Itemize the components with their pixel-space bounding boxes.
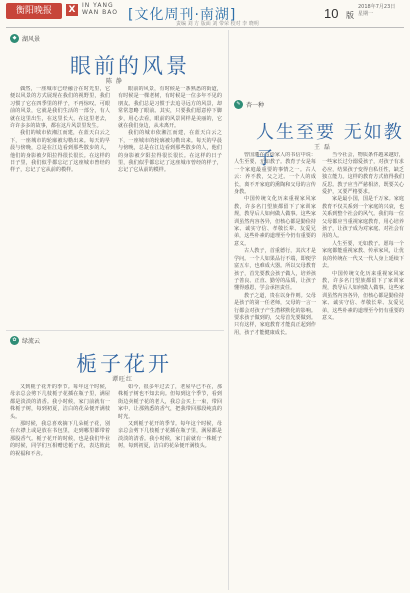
column-divider	[228, 30, 229, 590]
pinyin-line-1: IN YANG	[82, 2, 114, 9]
article2-kicker	[10, 336, 40, 345]
page-suffix: 版	[346, 11, 354, 20]
article1-title: 眼前的风景	[70, 54, 190, 78]
paragraph: 当今社会，物质条件越来越好，一些家长过分溺爱孩子，对孩子有求必应，结果孩子变得自私任性，缺乏独立能力。这样的教育方式值得我们反思。教子应当严慈相济，既要关心爱护，又要严格要求。	[322, 152, 404, 196]
paragraph: 眼前的风景，有时候是一条熟悉的街道，有时候是一棵老树，有时候是一位多年不见的朋友。我们总是习惯于去追寻远方的风景，却常常忽略了眼前。其实，只要我们愿意停下脚步，用心去看，眼前的风景同样是美丽的，它就在我们身边，从未离开。	[118, 86, 222, 130]
paragraph: 古人教子，首重德行，其次才是学问。一个人如果品行不端，即便学富五车，也难成大器。所以父母教育孩子，首先要教会孩子做人，培养孩子善良、正直、勤劳的品质，让孩子懂得感恩，学会承担责任。	[234, 248, 316, 292]
weekday: 星期一	[358, 11, 374, 17]
header-rule	[6, 27, 404, 28]
kicker-label: 绿流云	[22, 338, 41, 345]
kicker-label: 湖风景	[22, 36, 41, 43]
book-icon: ◆	[10, 34, 19, 43]
page-number: 10	[324, 6, 339, 21]
dateline	[358, 4, 395, 18]
editor-credits: 责编 刘 方 版面 刘 带荣 校对 李 晓明	[176, 21, 259, 27]
paragraph: 我们的城市依湘江而建，在蓝天白云之下，一座城市的轮廓被勾勒出来。每天的早晨与傍晚，总是在江边看到那些散步的人，他们的身影被夕阳拉得很长很长。在这样的日子里，我们似乎都忘记了这座城市曾经的样子，忘记了它从前的模样。	[10, 130, 110, 174]
article1-kicker	[10, 34, 40, 43]
paragraph: 那时候，我总喜欢摘下几朵栀子花，别在衣襟上或是放在书包里，走到哪里都带着那股香气。栀子花开的时候，也是我们毕业的时候，同学们互相赠送栀子花，表达彼此的祝福和不舍。	[10, 421, 110, 457]
paragraph: 如今，很多年过去了，老屋早已不在，那株栀子树也不知去向。但每到这个季节，看到街边卖栀子花的老人，我总会买上一束，带回家中，让那熟悉的香气，把我带回那段纯真的时光。	[118, 384, 222, 420]
paragraph: 又到栀子花开的季节。每年这个时候，母亲总会剪下几枝栀子花插在瓶子里，满屋都是淡淡的清香。我小时候，家门前就有一株栀子树，每到初夏，洁白的花朵便开满枝头。	[10, 384, 110, 420]
article2-title: 栀子花开	[76, 352, 172, 376]
article2-author: 谭旺红	[112, 376, 134, 383]
newspaper-logo: 衡阳晚报	[6, 3, 62, 19]
masthead-pinyin	[82, 2, 118, 16]
x-mark-icon: X	[66, 4, 78, 16]
paragraph: 曾国藩在写给家人的书信中说：人生至要，无如教子。教育子女是每一个家庭最重要的事情之一。古人云：养不教，父之过。一个人的成长，离不开家庭的熏陶和父母的言传身教。	[234, 152, 316, 196]
paragraph: 中国传统文化历来重视家风家教，许多名门望族都留下了家训家规，教导后人如何做人做事。这些家训虽然内容各异，但核心都是勤俭持家、诚实守信、孝敬长辈、友爱兄弟，这些朴素的道理至今仍有重要的意义。	[322, 270, 404, 321]
leaf-icon: ✿	[10, 336, 19, 345]
pinyin-line-2: WAN BAO	[82, 9, 118, 16]
paragraph: 又到栀子花开的季节。每年这个时候，母亲总会剪下几枝栀子花插在瓶子里，满屋都是淡淡的清香。我小时候，家门前就有一株栀子树，每到初夏，洁白的花朵便开满枝头。	[118, 421, 222, 450]
paragraph: 人生至要，无如教子。愿每一个家庭都能重视家教、传承家风，让优良的传统在一代又一代人身上延续下去。	[322, 240, 404, 270]
paragraph: 我们的城市依湘江而建，在蓝天白云之下，一座城市的轮廓被勾勒出来。每天的早晨与傍晚，总是在江边看到那些散步的人，他们的身影被夕阳拉得很长很长。在这样的日子里，我们似乎都忘记了这座城市曾经的样子，忘记了它从前的模样。	[118, 130, 222, 174]
article-divider	[6, 330, 224, 331]
masthead	[0, 0, 410, 30]
article1-column-left	[10, 86, 110, 326]
kicker-label: 杏一种	[246, 102, 265, 109]
paragraph: 家是最小国，国是千万家。家庭教育不仅关系到一个家庭的兴衰，也关系到整个社会的风气。我们每一位父母都应当重视家庭教育，用心培养孩子，让孩子成为对家庭、对社会有用的人。	[322, 196, 404, 240]
date: 2018年7月23日	[358, 4, 396, 10]
article3-author: 王 磊	[314, 144, 331, 151]
paragraph: 中国传统文化历来重视家风家教，许多名门望族都留下了家训家规，教导后人如何做人做事。这些家训虽然内容各异，但核心都是勤俭持家、诚实守信、孝敬长辈、友爱兄弟，这些朴素的道理至今仍有重要的意义。	[234, 196, 316, 247]
article1-author: 陈 静	[106, 78, 123, 85]
article1-column-right	[118, 86, 222, 326]
paragraph: 偶然，一座城市已经融合在时光里，它便以风景的方式展现在我们的视野里，我们习惯了它在四季里的样子，不再惊叹。可眼前的风景，它就是我们生活的一部分，有人就在这里出生，在这里长大，在这里老去，许许多多的故事，都在这片风景里发生。	[10, 86, 110, 130]
article3-column-right	[322, 152, 404, 586]
article3-column-left	[234, 152, 316, 586]
article3-kicker	[234, 100, 264, 109]
article3-title: 人生至要 无如教子	[256, 122, 404, 169]
article2-column-left	[10, 384, 110, 588]
article2-column-right	[118, 384, 222, 588]
paragraph: 教子之道，贵在以身作则。父母是孩子的第一任老师，父母的一言一行都会对孩子产生潜移默化的影响。要求孩子做到的，父母首先要做到。只有这样，家庭教育才能真正起到作用，孩子才能健康成长。	[234, 292, 316, 336]
section-title: [文化周刊·南湖]	[128, 7, 237, 23]
pen-icon: ✎	[234, 100, 243, 109]
